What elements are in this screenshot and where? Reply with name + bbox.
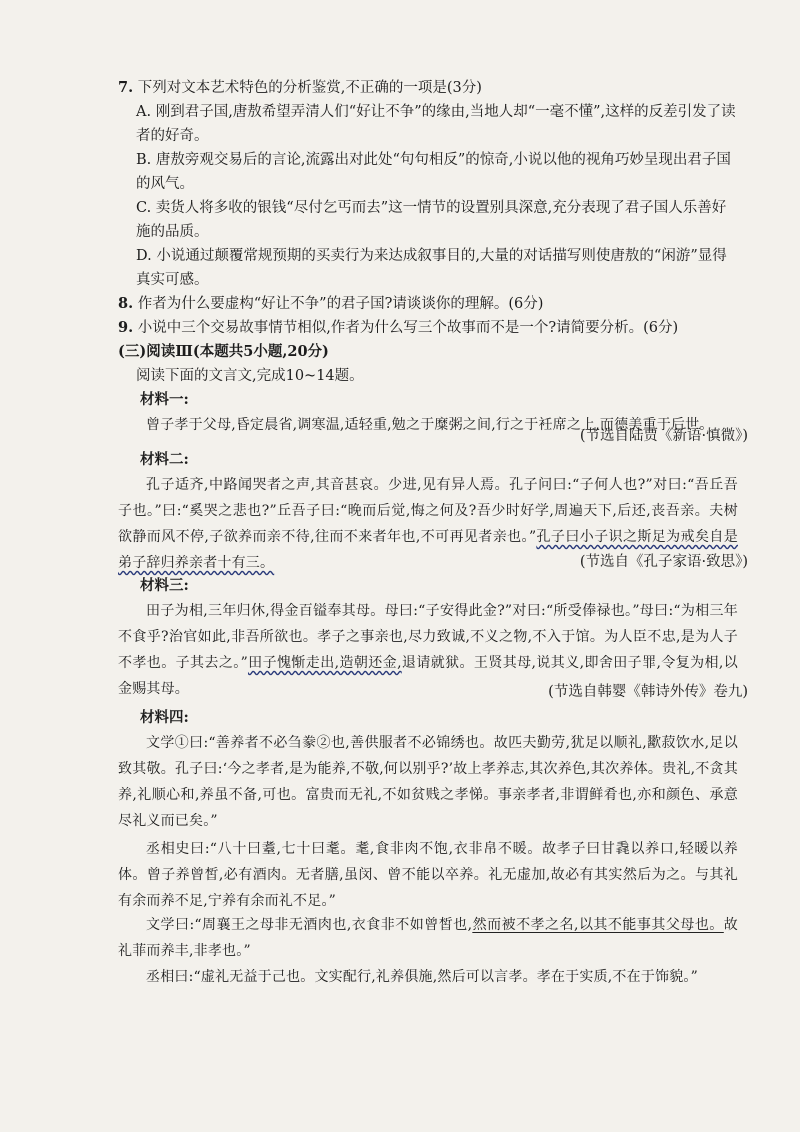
- material-4-para-2: 丞相史曰:“八十曰耋,七十曰耄。耄,食非肉不饱,衣非帛不暖。故孝子曰甘毳以养口,轻暖以养体。曾子养曾皙,必有酒肉。无者膳,虽闵、曾不能以卒养。礼无虚加,故必有其实然后为之。与其礼有余而养不足,宁养有余而礼不足。”: [118, 841, 738, 909]
- question-8: [118, 292, 738, 316]
- material-1-source: (节选自陆贾《新语·慎微》): [579, 428, 748, 444]
- material-4-para-3-end: 故礼菲而养丰,非孝也。”: [118, 917, 738, 959]
- section-instruction: 阅读下面的文言文,完成10~14题。: [136, 368, 364, 384]
- material-3-underlined-sentence: 田子愧惭走出,造朝还金,: [247, 655, 402, 671]
- question-number: 8.: [118, 295, 134, 312]
- material-2-source: (节选自《孔子家语·致思》): [579, 554, 748, 570]
- question-9: [118, 316, 738, 340]
- material-4-para-3: [118, 912, 738, 964]
- question-text: 小说中三个交易故事情节相似,作者为什么写三个故事而不是一个?请简要分析。(6分): [137, 320, 679, 336]
- option-a: A. 刚到君子国,唐敖希望弄清人们“好让不争”的缘由,当地人却“一毫不懂”,这样的反差引发了读者的好奇。: [136, 104, 736, 144]
- material-4-title: 材料四:: [140, 709, 189, 726]
- section-title: (三)阅读Ⅲ(本题共5小题,20分): [118, 343, 329, 360]
- material-4-para-1: 文学①曰:“善养者不必刍豢②也,善供服者不必锦绣也。故匹夫勤劳,犹足以顺礼,歠菽饮水,足以致其敬。孔子曰:‘今之孝者,是为能养,不敬,何以别乎?’故上孝养志,其次养色,其次养体。贵礼,不贪其养,礼顺心和,养虽不备,可也。富贵而无礼,不如贫贱之孝悌。事亲孝者,非谓鲜肴也,亦和颜色、承意尽礼义而已矣。”: [118, 735, 738, 829]
- material-3-title: 材料三:: [140, 577, 189, 594]
- material-3-tail: 退请就狱。王贤其母,说其义,即舍田子罪,令复为相,以金赐其母。: [118, 655, 738, 697]
- material-1-text: 曾子孝于父母,昏定晨省,调寒温,适轻重,勉之于糜粥之间,行之于衽席之上,而德美重于后世。: [146, 417, 714, 433]
- material-4-para-4: 丞相曰:“虚礼无益于己也。文实配行,礼养俱施,然后可以言孝。孝在于实质,不在于饰貌。”: [146, 969, 698, 985]
- question-stem: 下列对文本艺术特色的分析鉴赏,不正确的一项是(3分): [137, 80, 482, 96]
- option-b: B. 唐敖旁观交易后的言论,流露出对此处“句句相反”的惊奇,小说以他的视角巧妙呈现出君子国的风气。: [136, 152, 731, 192]
- option-c: C. 卖货人将多收的银钱“尽付乞丐而去”这一情节的设置别具深意,充分表现了君子国人乐善好施的品质。: [136, 200, 727, 240]
- material-2-underlined-sentence: 孔子曰小子识之斯足为戒矣自是弟子辞归养亲者十有三。: [118, 529, 738, 571]
- question-number: 7.: [118, 79, 134, 96]
- material-2-body: 孔子适齐,中路闻哭者之声,其音甚哀。少进,见有异人焉。孔子问曰:“子何人也?”对曰:“吾丘吾子也。”曰:“奚哭之悲也?”丘吾子曰:“晚而后觉,悔之何及?吾少时好学,周遍天下,后还,丧吾亲。夫树欲静而风不停,子欲养而亲不待,往而不来者年也,不可再见者亲也。”: [118, 477, 738, 545]
- material-2-title: 材料二:: [140, 451, 189, 468]
- material-1-title: 材料一:: [140, 391, 189, 408]
- material-4-underlined-sentence: 然而被不孝之名,以其不能事其父母也。: [472, 917, 724, 933]
- material-3-source: (节选自韩婴《韩诗外传》卷九): [548, 684, 748, 700]
- question-7: [118, 76, 738, 100]
- question-text: 作者为什么要虚构“好让不争”的君子国?请谈谈你的理解。(6分): [137, 296, 544, 312]
- material-3-body: 田子为相,三年归休,得金百镒奉其母。母曰:“子安得此金?”对曰:“所受俸禄也。”母曰:“为相三年不食乎?治官如此,非吾所欲也。孝子之事亲也,尽力致诚,不义之物,不入于馆。为人臣不忠,是为人子不孝也。子其去之。”: [118, 603, 738, 671]
- question-number: 9.: [118, 319, 134, 336]
- material-4-para-3-start: 文学曰:“周襄王之母非无酒肉也,衣食非不如曾皙也,: [146, 917, 473, 933]
- option-d: D. 小说通过颠覆常规预期的买卖行为来达成叙事目的,大量的对话描写则使唐敖的“闲游”显得真实可感。: [136, 248, 727, 288]
